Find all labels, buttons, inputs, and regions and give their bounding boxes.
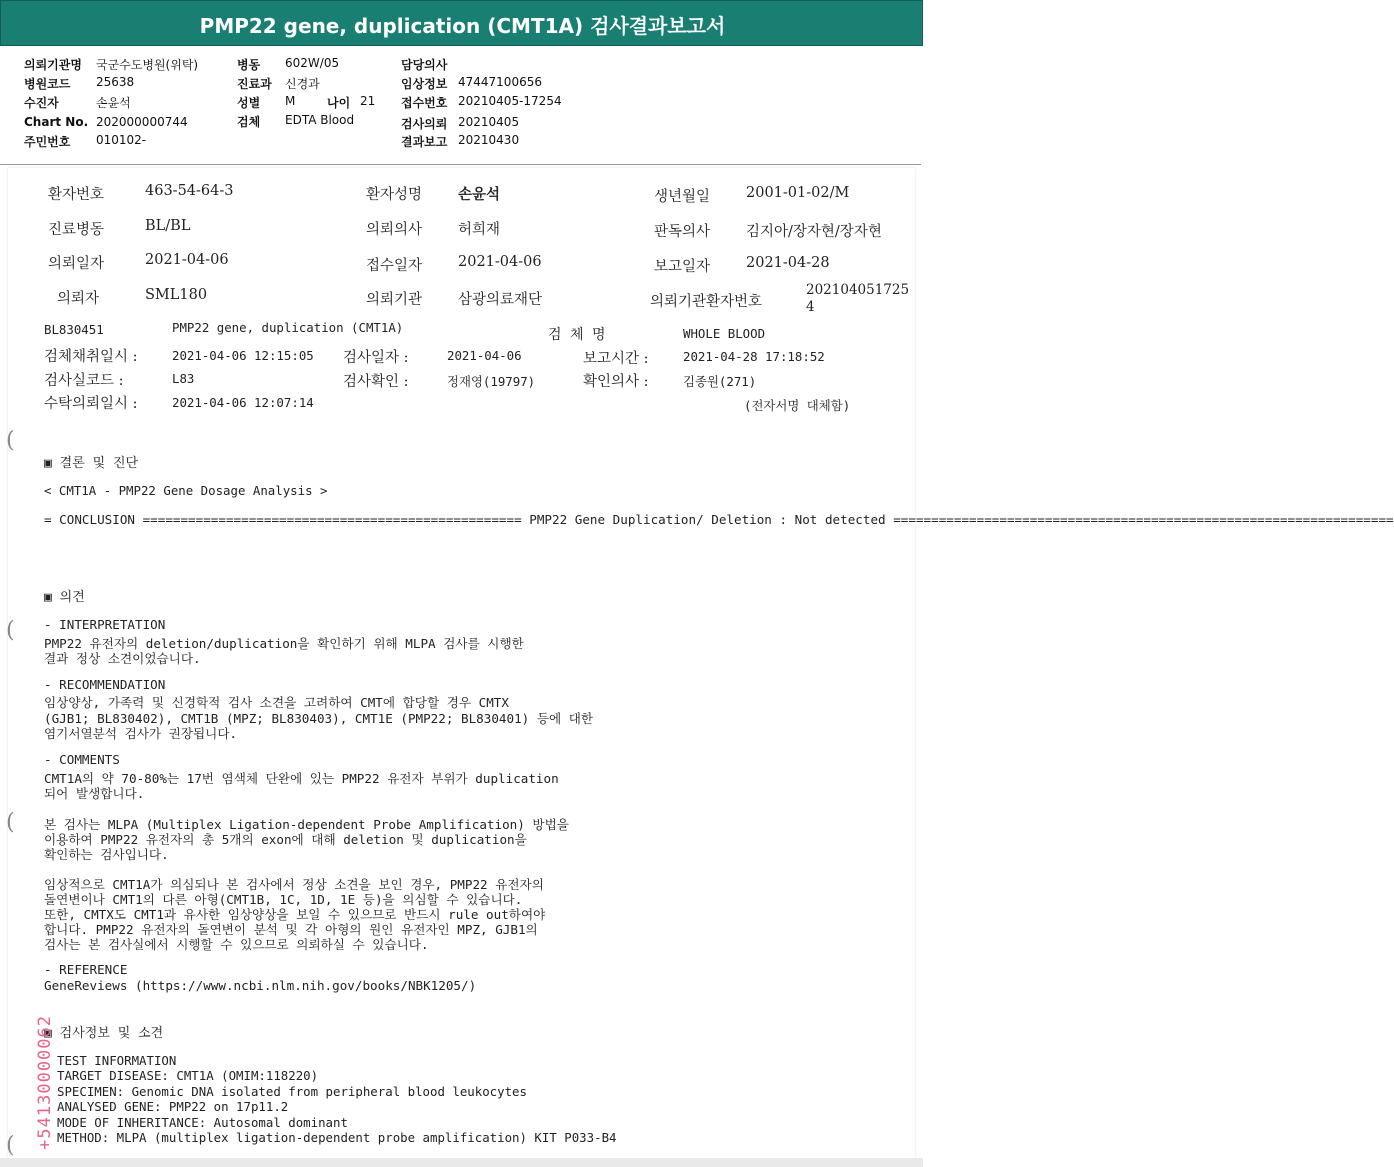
page-stamp: +54130000062 <box>35 1015 55 1150</box>
opinion-line: PMP22 유전자의 deletion/duplication을 확인하기 위해 MLPA 검사를 시행한 <box>44 636 524 651</box>
conclusion-line: = CONCLUSION ================================================== <box>44 512 522 527</box>
header-value: 20210405 <box>458 115 520 129</box>
info-label: 진료병동 <box>48 222 105 238</box>
header-value: 010102- <box>96 133 147 147</box>
header-label: 검체 <box>237 115 261 129</box>
header-label: 병원코드 <box>24 77 71 91</box>
info-label: 보고일자 <box>654 259 711 275</box>
binder-mark: ( <box>6 810 15 835</box>
report-title: PMP22 gene, duplication (CMT1A) 검사결과보고서 <box>199 14 726 38</box>
header-label: 나이 <box>327 96 351 110</box>
header-value: 국군수도병원(위탁) <box>96 58 199 72</box>
entrust-value: 2021-04-06 12:07:14 <box>172 395 314 410</box>
header-label: 접수번호 <box>401 96 448 110</box>
esign-note: (전자서명 대체함) <box>744 398 851 413</box>
testdate-label: 검사일자 : <box>343 350 409 366</box>
lab-value: L83 <box>172 371 195 386</box>
info-label: 의뢰의사 <box>366 222 423 238</box>
lab-label: 검사실코드 : <box>44 373 124 389</box>
info-label: 접수일자 <box>366 258 423 274</box>
testdate-value: 2021-04-06 <box>447 348 522 363</box>
opinion-line: 결과 정상 소견이었습니다. <box>44 651 201 666</box>
info-label: 의뢰일자 <box>48 256 105 272</box>
header-info <box>0 46 921 165</box>
reporttime-label: 보고시간 : <box>583 351 649 367</box>
header-label: 임상정보 <box>401 77 448 91</box>
header-label: Chart No. <box>24 115 89 129</box>
info-value: 김지아/장자현/장자현 <box>746 224 882 240</box>
opinion-line: 임상적으로 CMT1A가 의심되나 본 검사에서 정상 소견을 보인 경우, PMP22 유전자의 <box>44 877 544 892</box>
header-label: 수진자 <box>24 96 59 110</box>
testinfo-line: ANALYSED GENE: PMP22 on 17p11.2 <box>57 1099 289 1114</box>
header-label: 진료과 <box>237 77 272 91</box>
collect-value: 2021-04-06 12:15:05 <box>172 348 314 363</box>
info-label: 의뢰기관환자번호 <box>650 294 763 310</box>
info-value: BL/BL <box>145 218 191 234</box>
info-value: 허희재 <box>458 222 501 238</box>
opinion-line: (GJB1; BL830402), CMT1B (MPZ; BL830403), CMT1E (PMP22; BL830401) 등에 대한 <box>44 711 594 726</box>
collect-label: 검체채취일시 : <box>44 349 138 365</box>
testinfo-line: METHOD: MLPA (multiplex ligation-dependent probe amplification) KIT P033-B4 <box>57 1130 617 1145</box>
header-value: 20210405-17254 <box>458 94 562 108</box>
opinion-line: 또한, CMTX도 CMT1과 유사한 임상양상을 보일 수 있으므로 반드시 rule out하여야 <box>44 907 546 922</box>
opinion-line: 이용하여 PMP22 유전자의 총 5개의 exon에 대해 deletion 및 duplication을 <box>44 832 527 847</box>
binder-mark: ( <box>6 618 15 643</box>
info-label: 환자성명 <box>366 187 423 203</box>
conclusion-line: ================================================================== <box>893 512 1394 527</box>
opinion-line: 염기서열분석 검사가 권장됩니다. <box>44 726 238 741</box>
conclusion-subtitle: < CMT1A - PMP22 Gene Dosage Analysis > <box>44 483 328 498</box>
specimen-value: WHOLE BLOOD <box>683 326 766 341</box>
doctor-value: 김종원(271) <box>683 374 757 389</box>
test-name: PMP22 gene, duplication (CMT1A) <box>172 320 404 335</box>
header-label: 주민번호 <box>24 135 71 149</box>
info-value: 삼광의료재단 <box>458 292 543 308</box>
info-value: 2021-04-28 <box>746 255 830 271</box>
info-value: 손윤석 <box>458 186 501 203</box>
info-label: 의뢰자 <box>57 291 100 307</box>
opinion-line: 임상양상, 가족력 및 신경학적 검사 소견을 고려하여 CMT에 합당할 경우 CMTX <box>44 695 509 710</box>
info-value: 2021-04-06 <box>458 254 542 270</box>
info-label: 생년월일 <box>654 189 711 205</box>
info-value: 2001-01-02/M <box>746 185 850 201</box>
opinion-line: 본 검사는 MLPA (Multiplex Ligation-dependent Probe Amplification) 방법을 <box>44 817 569 832</box>
bottom-bar <box>0 1158 923 1167</box>
opinion-line: 합니다. PMP22 유전자의 돌연변이 분석 및 각 아형의 원인 유전자인 MPZ, GJB1의 <box>44 922 538 937</box>
header-value: 47447100656 <box>458 75 542 89</box>
reporttime-value: 2021-04-28 17:18:52 <box>683 349 825 364</box>
header-value: M <box>285 94 296 108</box>
confirm-value: 정재영(19797) <box>447 374 536 389</box>
specimen-label: 검 체 명 <box>548 327 608 343</box>
report-title-bar <box>0 0 923 46</box>
info-value: 463-54-64-3 <box>145 183 234 199</box>
testinfo-heading: ▣ 검사정보 및 소견 <box>44 1026 164 1041</box>
header-label: 의뢰기관명 <box>24 58 82 72</box>
conclusion-block <box>44 512 1394 527</box>
header-value: 202000000744 <box>96 115 188 129</box>
binder-mark: ( <box>6 428 15 453</box>
opinion-heading: ▣ 의견 <box>44 590 85 605</box>
opinion-line: - REFERENCE <box>44 962 128 977</box>
header-label: 검사의뢰 <box>401 117 448 131</box>
binder-mark: ( <box>6 1133 15 1158</box>
header-label: 결과보고 <box>401 135 448 149</box>
confirm-label: 검사확인 : <box>343 374 409 390</box>
info-label: 의뢰기관 <box>366 292 423 308</box>
header-label: 담당의사 <box>401 58 448 72</box>
opinion-line: - INTERPRETATION <box>44 617 166 632</box>
info-label: 환자번호 <box>48 187 105 203</box>
opinion-line: 되어 발생합니다. <box>44 786 145 801</box>
testinfo-line: SPECIMEN: Genomic DNA isolated from peripheral blood leukocytes <box>57 1084 527 1099</box>
header-value: 신경과 <box>285 77 320 91</box>
header-label: 병동 <box>237 58 261 72</box>
header-value: 20210430 <box>458 133 520 147</box>
info-label: 판독의사 <box>654 224 711 240</box>
opinion-line: 돌연변이나 CMT1의 다른 아형(CMT1B, 1C, 1D, 1E 등)을 의심할 수 있습니다. <box>44 892 523 907</box>
opinion-line: GeneReviews (https://www.ncbi.nlm.nih.gov/books/NBK1205/) <box>44 978 477 993</box>
header-value: 21 <box>360 94 376 108</box>
header-value: 602W/05 <box>285 56 340 70</box>
info-value: 2021-04-06 <box>145 252 229 268</box>
info-value: SML180 <box>145 287 208 303</box>
doctor-label: 확인의사 : <box>583 374 649 390</box>
conclusion-heading: ▣ 결론 및 진단 <box>44 456 139 471</box>
header-value: EDTA Blood <box>285 113 355 127</box>
testinfo-line: MODE OF INHERITANCE: Autosomal dominant <box>57 1115 348 1130</box>
opinion-line: 확인하는 검사입니다. <box>44 847 169 862</box>
info-value: 2021040517254 <box>806 282 910 315</box>
test-code: BL830451 <box>44 322 104 337</box>
testinfo-line: TARGET DISEASE: CMT1A (OMIM:118220) <box>57 1068 319 1083</box>
opinion-line: - COMMENTS <box>44 752 120 767</box>
header-label: 성별 <box>237 96 261 110</box>
opinion-line: - RECOMMENDATION <box>44 677 166 692</box>
entrust-label: 수탁의뢰일시 : <box>44 396 138 412</box>
header-value: 25638 <box>96 75 135 89</box>
opinion-line: 검사는 본 검사실에서 시행할 수 있으므로 의뢰하실 수 있습니다. <box>44 937 429 952</box>
opinion-line: CMT1A의 약 70-80%는 17번 염색체 단완에 있는 PMP22 유전자 부위가 duplication <box>44 771 559 786</box>
conclusion-line: PMP22 Gene Duplication/ Deletion : Not detected <box>529 512 886 527</box>
testinfo-line: TEST INFORMATION <box>57 1053 177 1068</box>
header-value: 손윤석 <box>96 96 131 110</box>
